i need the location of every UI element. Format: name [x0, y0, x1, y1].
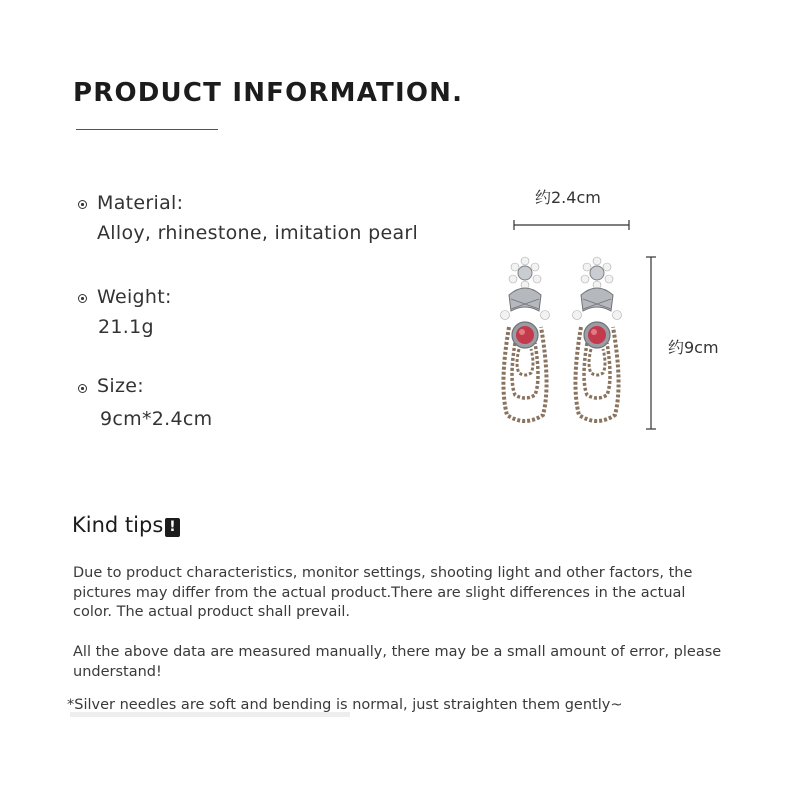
bullet-circle-icon: [78, 200, 87, 209]
exclamation-icon: !: [165, 518, 180, 537]
height-dimension-label: 约9cm: [668, 338, 719, 357]
height-dimension-line: [646, 257, 656, 429]
right-earring: [573, 257, 622, 421]
tips-note: *Silver needles are soft and bending is normal, just straighten them gently~: [67, 697, 623, 713]
left-earring: [501, 257, 550, 421]
bullet-circle-icon: [78, 294, 87, 303]
tips-paragraph-2: All the above data are measured manually, there may be a small amount of error, please understand!: [73, 644, 722, 680]
page-title: PRODUCT INFORMATION.: [73, 78, 464, 108]
material-value: Alloy, rhinestone, imitation pearl: [97, 222, 419, 244]
weight-value: 21.1g: [98, 316, 154, 338]
size-label: Size:: [97, 375, 144, 397]
weight-label: Weight:: [97, 286, 172, 308]
width-dimension-label: 约2.4cm: [535, 188, 601, 207]
kind-tips-title: Kind tips: [72, 513, 164, 537]
size-value: 9cm*2.4cm: [100, 408, 213, 430]
earrings-illustration: [495, 215, 665, 440]
title-divider: [76, 129, 218, 130]
material-label: Material:: [97, 192, 184, 214]
width-dimension-line: [514, 220, 629, 230]
tips-paragraph-1: Due to product characteristics, monitor settings, shooting light and other factors, the pictures may differ from the actual product.There are slight differences in the actual color. The actual product shall prevail.: [73, 565, 693, 620]
bullet-circle-icon: [78, 384, 87, 393]
